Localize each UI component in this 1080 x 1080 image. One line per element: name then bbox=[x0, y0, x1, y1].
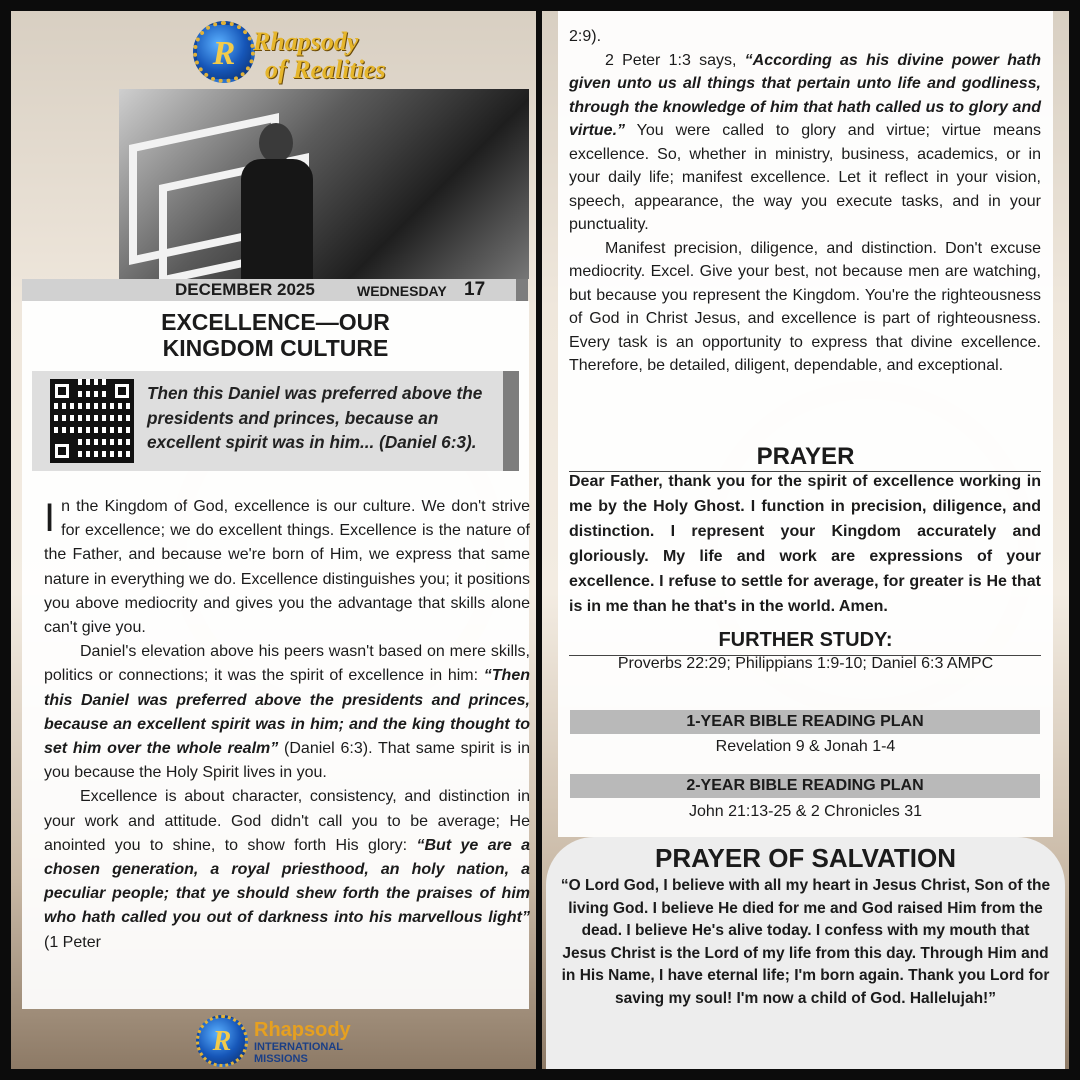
salvation-prayer-box bbox=[546, 837, 1065, 1069]
right-page bbox=[542, 11, 1069, 1069]
further-study-heading: FURTHER STUDY: bbox=[718, 629, 893, 651]
page-title-line2: KINGDOM CULTURE bbox=[162, 335, 389, 361]
opening-verse: Then this Daniel was preferred above the presidents and princes, because an excellent spirit was in him... (Daniel 6:3). bbox=[147, 383, 483, 452]
title-section bbox=[22, 301, 529, 483]
paragraph-4: 2 Peter 1:3 says, “According as his divine power hath given unto us all things that pertain unto life and godliness, through the knowledge of him that hath called us to glory and virtue.” You were called to glory and virtue; virtue means excellence. So, whether in ministry, business, academics, or in your daily life; manifest excellence. Let it reflect in your vision, speech, appearance, the way you execute tasks, and in your punctuality. bbox=[569, 51, 1041, 233]
rhapsody-missions-logo: R Rhapsody INTERNATIONAL MISSIONS bbox=[196, 1011, 366, 1069]
paragraph-1: In the Kingdom of God, excellence is our culture. We don't strive for excellence; we do excellent things. Excellence is the nature of the Father, and because we're born of Him, we express that same nature in everything we do. Excellence distinguishes you; it positions you above mediocrity and gives you the advantage that skills alone can't give you. bbox=[44, 496, 530, 637]
paragraph-2: Daniel's elevation above his peers wasn't based on mere skills, politics or connections; it was the spirit of excellence in him: “Then this Daniel was preferred above the presidents and princes, because an excellent spirit was in him; and the king thought to set him over the whole realm” (Daniel 6:3). That same spirit is in you because the Holy Spirit lives in you. bbox=[44, 643, 531, 782]
prayer-heading: PRAYER bbox=[756, 443, 855, 470]
reading-plan-2-text: John 21:13-25 & 2 Chronicles 31 bbox=[688, 803, 923, 820]
prayer-text: Dear Father, thank you for the spirit of excellence working in me by the Holy Ghost. I function in precision, diligence, and distinction. I represent your Kingdom accurately and gloriously. My life and work are expressions of your excellence. I refuse to settle for average, for greater is He that is in me than he that's in the world. Amen. bbox=[569, 473, 1041, 615]
salvation-heading: PRAYER OF SALVATION bbox=[655, 843, 956, 873]
opening-verse-box bbox=[32, 371, 519, 471]
paragraph-3: Excellence is about character, consistency, and distinction in your work and attitude. God didn't call you to be average; He anointed you to shine, to show forth His glory: “But ye are a chosen generation, a royal priesthood, an holy nation, a peculiar people; that ye should shew forth the praises of him who hath called you out of darkness into his marvellous light” (1 Peter bbox=[44, 788, 530, 951]
logo-text-line2: of Realities bbox=[265, 55, 386, 84]
qr-code-icon[interactable] bbox=[50, 379, 134, 463]
date-weekday: WEDNESDAY bbox=[357, 283, 447, 299]
rhapsody-logo bbox=[193, 17, 386, 93]
reading-plan-1-heading: 1-YEAR BIBLE READING PLAN bbox=[570, 710, 1040, 734]
dropcap: I bbox=[44, 496, 56, 540]
paragraph-5: Manifest precision, diligence, and distinction. Don't excuse mediocrity. Excel. Give your best, not because men are watching, but because you represent the Kingdom. You're the righteousness of God in Christ Jesus, and excellence is part of righteousness. Every task is an opportunity to express that divine excellence. Therefore, be detailed, diligent, dependable, and exceptional. bbox=[569, 239, 1041, 374]
reading-plan-2-heading: 2-YEAR BIBLE READING PLAN bbox=[570, 774, 1040, 798]
missions-globe-icon: R bbox=[196, 1015, 248, 1067]
reading-plan-1-text: Revelation 9 & Jonah 1-4 bbox=[715, 738, 896, 755]
page-title-line1: EXCELLENCE—OUR bbox=[161, 309, 390, 335]
left-page bbox=[11, 11, 536, 1069]
article-body bbox=[22, 483, 529, 1009]
date-band bbox=[22, 279, 528, 301]
further-study-text: Proverbs 22:29; Philippians 1:9-10; Daniel 6:3 AMPC bbox=[617, 655, 994, 672]
logo-globe-icon: R bbox=[193, 21, 255, 83]
continued-body bbox=[558, 11, 1053, 837]
salvation-text: “O Lord God, I believe with all my heart in Jesus Christ, Son of the living God. I believe He died for me and God raised Him from the dead. I believe He's alive today. I confess with my mouth that Jesus Christ is the Lord of my life from this day. Through Him and in His Name, I have eternal life; I'm born again. Thank you Lord for saving my soul! I'm now a child of God. Hallelujah!” bbox=[560, 877, 1051, 1007]
date-day-number: 17 bbox=[464, 279, 486, 300]
logo-text-line1: Rhapsody bbox=[253, 27, 359, 56]
paragraph-3-continued: 2:9). bbox=[569, 28, 602, 45]
date-month-year: DECEMBER 2025 bbox=[175, 280, 315, 299]
speaker-photo bbox=[119, 89, 529, 279]
